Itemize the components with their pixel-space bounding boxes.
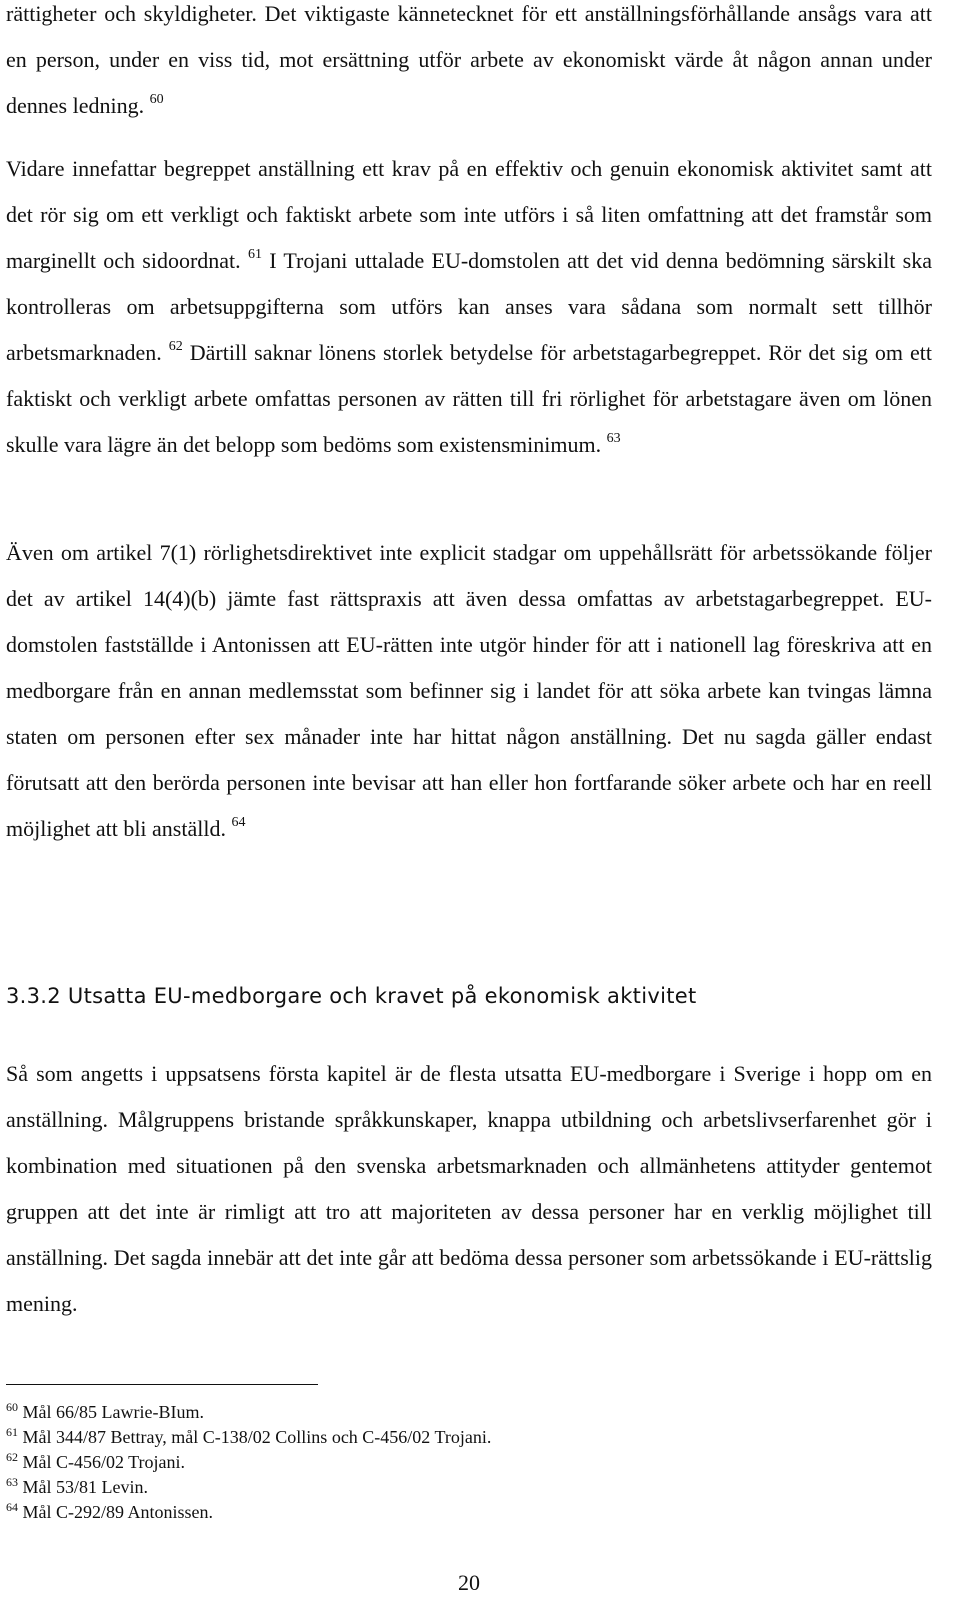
paragraph-2	[6, 146, 932, 468]
paragraph-4-text: Så som angetts i uppsatsens första kapitel är de flesta utsatta EU-medborgare i Sverige i hopp om en anställning. Målgruppens bristande språkkunskaper, knappa utbildning och arbetslivserfarenhet gör i kombination med situationen på den svenska arbetsmarknaden och allmänhetens attityder gentemot gruppen att det inte är rimligt att tro att majoriteten av dessa personer har en verklig möjlighet till anställning. Det sagda innebär att det inte går att bedöma dessa personer som arbetssökande i EU-rättslig mening.	[6, 1061, 932, 1316]
footnote-ref-62[interactable]: 62	[168, 338, 183, 354]
footnote-number: 63	[6, 1475, 18, 1489]
paragraph-1	[6, 0, 932, 129]
footnote-item	[6, 1400, 932, 1425]
paragraph-2-text-c: Därtill saknar lönens storlek betydelse för arbetstagarbegreppet. Rör det sig om ett faktiskt och verkligt arbete omfattas personen av rätten till fri rörlighet för arbetstagare även om lönen skulle vara lägre än det belopp som bedöms som existensminimum.	[6, 340, 932, 457]
page-number: 20	[458, 1570, 480, 1595]
footnote-number: 61	[6, 1425, 18, 1439]
paragraph-2-text-b: I Trojani uttalade EU-domstolen att det vid denna bedömning särskilt ska kontrolleras om arbetsuppgifterna som utförs kan anses vara sådana som normalt sett tillhör arbetsmarknaden.	[6, 248, 933, 365]
paragraph-3	[6, 530, 932, 852]
footnote-item	[6, 1475, 932, 1500]
footnote-item	[6, 1500, 932, 1525]
footnote-text: Mål 53/81 Levin.	[22, 1477, 148, 1497]
footnote-list	[6, 1400, 932, 1525]
paragraph-1-text: rättigheter och skyldigheter. Det viktigaste kännetecknet för ett anställningsförhållande ansågs vara att en person, under en viss tid, mot ersättning utför arbete av ekonomiskt värde åt någon annan under dennes ledning.	[6, 1, 932, 118]
paragraph-2-text-a: Vidare innefattar begreppet anställning ett krav på en effektiv och genuin ekonomisk aktivitet samt att det rör sig om ett verkligt och faktiskt arbete som inte utförs i så liten omfattning att det framstår som marginellt och sidoordnat.	[6, 156, 932, 273]
footnote-number: 64	[6, 1500, 18, 1514]
section-heading: 3.3.2 Utsatta EU-medborgare och kravet på ekonomisk aktivitet	[6, 984, 697, 1008]
footnote-text: Mål C-292/89 Antonissen.	[22, 1502, 214, 1522]
footnote-number: 62	[6, 1450, 18, 1464]
paragraph-4	[6, 1051, 932, 1327]
footnote-ref-63[interactable]: 63	[606, 430, 621, 446]
footnote-text: Mål 344/87 Bettray, mål C-138/02 Collins och C-456/02 Trojani.	[22, 1427, 492, 1447]
footnote-text: Mål C-456/02 Trojani.	[22, 1452, 186, 1472]
footnote-item	[6, 1450, 932, 1475]
footnote-item	[6, 1425, 932, 1450]
footnote-ref-61[interactable]: 61	[247, 246, 262, 262]
footnote-separator	[6, 1384, 318, 1385]
footnote-text: Mål 66/85 Lawrie-BIum.	[22, 1402, 204, 1422]
paragraph-3-text: Även om artikel 7(1) rörlighetsdirektivet inte explicit stadgar om uppehållsrätt för arbetssökande följer det av artikel 14(4)(b) jämte fast rättspraxis att även dessa omfattas av arbetstagarbegreppet. EU-domstolen fastställde i Antonissen att EU-rätten inte utgör hinder för att i nationell lag föreskriva att en medborgare från en annan medlemsstat som befinner sig i landet för att söka arbete kan tvingas lämna staten om personen efter sex månader inte har hittat någon anställning. Det nu sagda gäller endast förutsatt att den berörda personen inte bevisar att han eller hon fortfarande söker arbete och har en reell möjlighet att bli anställd.	[6, 540, 932, 841]
footnote-ref-64[interactable]: 64	[231, 814, 246, 830]
footnote-number: 60	[6, 1400, 18, 1414]
footnote-ref-60[interactable]: 60	[149, 91, 164, 107]
